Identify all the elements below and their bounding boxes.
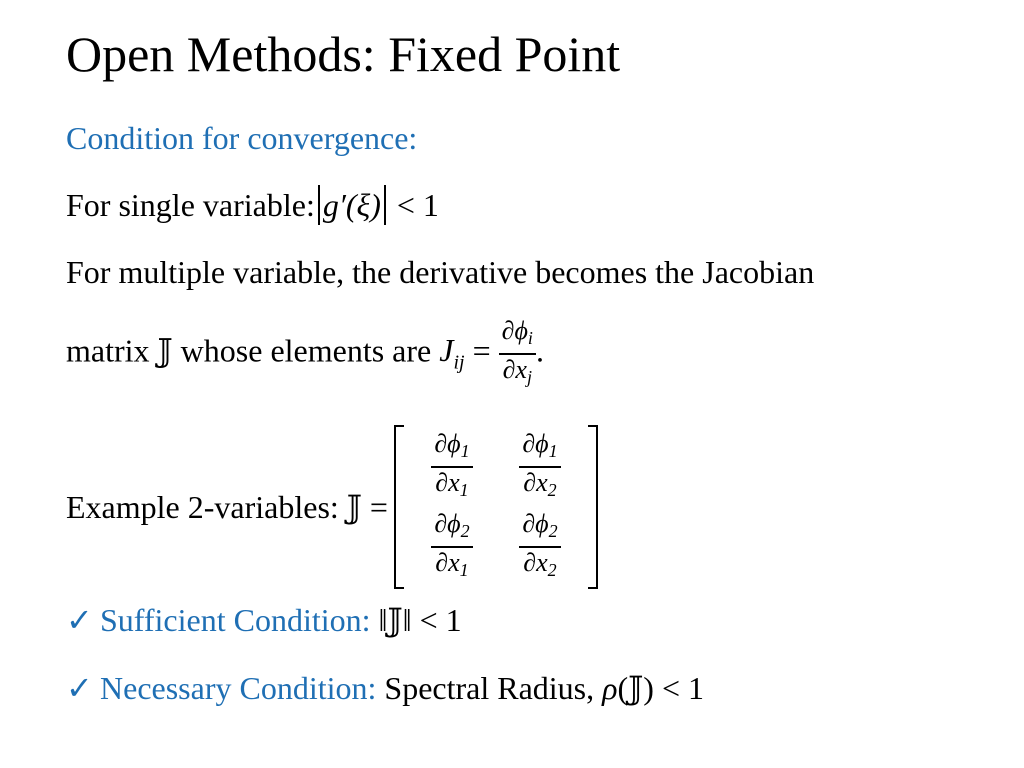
jacobian-element-symbol: J [439,332,454,369]
rho-symbol: ρ [602,670,618,706]
check-icon: ✓ [66,670,93,706]
fraction-numerator: $\partial\phi_2$ [431,509,472,548]
derivative-expression: g′(ξ) [322,187,381,223]
single-variable-label: For single variable: [66,187,315,223]
example-label: Example 2-variables: 𝕁 = [66,489,388,525]
jacobian-element-subscript: ij [453,351,465,374]
check-icon: ✓ [66,602,93,638]
rho-argument: (𝕁) [617,670,654,706]
jacobian-matrix [394,425,598,589]
fraction-numerator: $\partial\phi_i$ [499,316,536,355]
fraction-denominator: $\partial x_1$ [435,548,469,580]
matrix-fraction [519,509,560,585]
less-than-one: < 1 [396,187,439,223]
fraction-numerator: $\partial\phi_2$ [519,509,560,548]
jacobian-element-fraction [499,316,536,392]
fraction-numerator: $\partial\phi_1$ [431,429,472,468]
matrix-cell-1-2 [496,429,584,505]
fraction-denominator: $\partial x_1$ [435,468,469,500]
matrix-cells [404,425,588,589]
spectral-radius-label: Spectral Radius, [384,670,595,706]
abs-bar-right [384,185,386,225]
jacobian-element [439,332,465,374]
necessary-relation: < 1 [661,670,704,706]
equals-sign: = [472,332,491,369]
sufficient-condition [66,600,462,640]
sentence-period: . [535,332,544,369]
multi-variable-line2 [66,316,544,392]
example-2-variables [66,429,598,580]
matrix-fraction [519,429,560,505]
matrix-fraction [431,509,472,585]
matrix-cell-1-1 [408,429,496,505]
matrix-cell-2-2 [496,509,584,585]
matrix-left-bracket [394,425,404,589]
matrix-cell-2-1 [408,509,496,585]
fraction-denominator: $\partial x_2$ [523,468,557,500]
fraction-denominator: $\partial x_j$ [502,355,532,387]
necessary-label: Necessary Condition: [100,670,377,706]
multi-variable-line1: For multiple variable, the derivative becomes the Jacobian [66,254,815,290]
necessary-condition [66,668,704,708]
fraction-numerator: $\partial\phi_1$ [519,429,560,468]
single-variable-condition [66,185,439,225]
sufficient-label: Sufficient Condition: [100,602,371,638]
jacobian-intro: matrix 𝕁 whose elements are [66,332,432,369]
matrix-fraction [431,429,472,505]
slide-title: Open Methods: Fixed Point [66,26,621,82]
fraction-denominator: $\partial x_2$ [523,548,557,580]
matrix-right-bracket [588,425,598,589]
sufficient-expression: ‖𝕁‖ < 1 [378,602,462,638]
abs-bar-left [318,185,320,225]
convergence-heading: Condition for convergence: [66,120,418,156]
